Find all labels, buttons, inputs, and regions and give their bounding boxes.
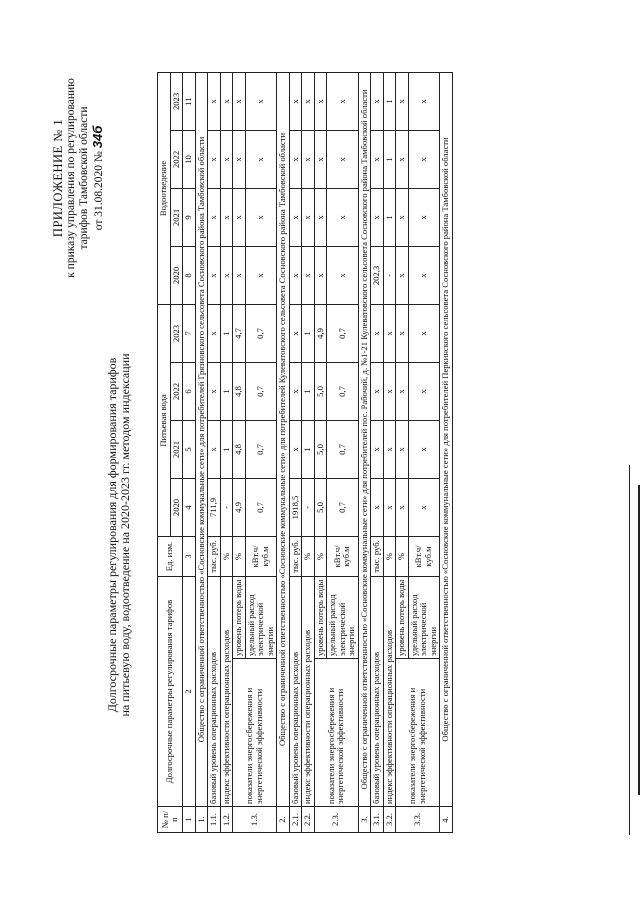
water-value: х: [371, 420, 384, 478]
water-value: 1: [220, 420, 233, 478]
row-subparam: удельный расход электрической энергии: [408, 576, 440, 658]
sewer-value: х: [371, 130, 384, 188]
header-colnum: 8: [183, 246, 196, 304]
row-num: 3.2.: [383, 807, 396, 833]
table-row: [289, 72, 302, 832]
row-num: 1.1.: [208, 807, 221, 833]
water-value: х: [408, 420, 440, 478]
water-value: х: [408, 304, 440, 362]
water-value: х: [383, 420, 396, 478]
document-title: [106, 275, 132, 795]
parameters-table: [157, 72, 453, 833]
table-row: [220, 72, 233, 832]
appendix-block: [52, 8, 106, 348]
water-value: х: [396, 304, 409, 362]
appendix-title: ПРИЛОЖЕНИЕ № 1: [51, 118, 65, 238]
sewer-value: х: [245, 188, 277, 246]
row-param: базовый уровень операционных расходов: [371, 576, 384, 806]
header-colnum: 5: [183, 420, 196, 478]
table-row: [233, 72, 246, 832]
sewer-value: 1: [383, 72, 396, 130]
water-value: 0,7: [245, 304, 277, 362]
sewer-value: х: [314, 188, 327, 246]
sewer-value: 1: [383, 130, 396, 188]
sewer-value: х: [327, 246, 359, 304]
water-value: х: [208, 420, 221, 478]
sewer-value: х: [208, 188, 221, 246]
header-colnum: 11: [183, 72, 196, 130]
header-year: 2023: [170, 304, 183, 362]
row-param: показатели энергосбережения и энергетической эффективности: [314, 659, 358, 807]
header-num: № п/п: [158, 807, 183, 833]
scan-edge-line-2: [629, 465, 630, 835]
water-value: х: [408, 478, 440, 536]
water-value: х: [383, 478, 396, 536]
water-value: 5,0: [314, 478, 327, 536]
row-subparam: удельный расход электрической энергии: [327, 576, 359, 658]
org-row: [195, 72, 208, 832]
sewer-value: х: [396, 246, 409, 304]
header-colnum: 1: [183, 807, 196, 833]
water-value: 4,9: [233, 478, 246, 536]
row-subparam: уровень потерь воды: [314, 576, 327, 658]
org-row: [440, 72, 453, 832]
org-title: Общество с ограниченной ответственностью «Сосновские коммунальные сети» для потребителей Кулеватовского сельсовета Сосновского района Тамбовской области: [277, 72, 290, 806]
header-unit: Ед. изм.: [158, 536, 183, 576]
handwritten-order-number: 34б: [90, 125, 105, 149]
sewer-value: х: [245, 130, 277, 188]
sewer-value: х: [314, 130, 327, 188]
row-param: базовый уровень операционных расходов: [208, 576, 221, 806]
org-num: 4.: [440, 807, 453, 833]
water-value: 1: [302, 304, 315, 362]
sewer-value: х: [327, 188, 359, 246]
sewer-value: х: [396, 130, 409, 188]
water-value: -: [220, 478, 233, 536]
row-param: индекс эффективности операционных расходов: [302, 576, 315, 806]
water-value: х: [208, 362, 221, 420]
header-year: 2020: [170, 246, 183, 304]
table-row: [371, 72, 384, 832]
water-value: 0,7: [327, 304, 359, 362]
water-value: 5,0: [314, 362, 327, 420]
row-unit: тыс. руб.: [289, 536, 302, 576]
sewer-value: х: [233, 246, 246, 304]
water-value: 4,9: [314, 304, 327, 362]
row-num: 2.2.: [302, 807, 315, 833]
row-unit: %: [302, 536, 315, 576]
water-value: 5,0: [314, 420, 327, 478]
row-num: 3.1.: [371, 807, 384, 833]
row-unit: %: [314, 536, 327, 576]
water-value: 0,7: [327, 362, 359, 420]
water-value: 1: [302, 362, 315, 420]
row-unit: %: [383, 536, 396, 576]
row-num: 3.3.: [396, 807, 440, 833]
header-year: 2023: [170, 72, 183, 130]
appendix-line-3: [91, 8, 106, 348]
header-colnum: 4: [183, 478, 196, 536]
sewer-value: х: [302, 72, 315, 130]
table-body: [158, 72, 453, 832]
sewer-value: х: [220, 72, 233, 130]
sewer-value: х: [289, 130, 302, 188]
sewer-value: х: [208, 72, 221, 130]
water-value: 0,7: [245, 362, 277, 420]
sewer-value: х: [371, 188, 384, 246]
water-value: 4,8: [233, 362, 246, 420]
sewer-value: х: [314, 72, 327, 130]
row-subparam: уровень потерь воды: [396, 576, 409, 658]
water-value: х: [208, 304, 221, 362]
sewer-value: х: [289, 246, 302, 304]
org-num: 3.: [358, 807, 371, 833]
sewer-value: х: [314, 246, 327, 304]
water-value: 0,7: [245, 478, 277, 536]
water-value: х: [371, 362, 384, 420]
water-value: 0,7: [327, 420, 359, 478]
org-title: Общество с ограниченной ответственностью «Сосновские коммунальные сети» для потребителей Перкинского сельсовета Сосновского района Тамбовской области: [440, 72, 453, 806]
row-unit: тыс. руб.: [208, 536, 221, 576]
row-param: индекс эффективности операционных расходов: [220, 576, 233, 806]
sewer-value: х: [327, 72, 359, 130]
row-param: индекс эффективности операционных расходов: [383, 576, 396, 806]
row-num: 2.3.: [314, 807, 358, 833]
row-unit: кВт.ч/куб.м: [408, 536, 440, 576]
row-param: базовый уровень операционных расходов: [289, 576, 302, 806]
water-value: 4,7: [233, 304, 246, 362]
header-colnum: 3: [183, 536, 196, 576]
row-unit: %: [220, 536, 233, 576]
sewer-value: -: [383, 246, 396, 304]
water-value: 0,7: [245, 420, 277, 478]
sewer-value: х: [208, 246, 221, 304]
water-value: х: [408, 362, 440, 420]
water-value: х: [289, 304, 302, 362]
header-row-1: [158, 72, 171, 832]
sewer-value: х: [408, 72, 440, 130]
org-num: 2.: [277, 807, 290, 833]
water-value: х: [396, 362, 409, 420]
water-value: х: [383, 362, 396, 420]
water-value: х: [396, 420, 409, 478]
header-colnum: 6: [183, 362, 196, 420]
header-sewer: Водоотведение: [158, 72, 171, 304]
sewer-value: х: [220, 246, 233, 304]
header-colnum: 10: [183, 130, 196, 188]
water-value: х: [371, 304, 384, 362]
sewer-value: х: [245, 246, 277, 304]
row-unit: кВт.ч/куб.м: [245, 536, 277, 576]
water-value: 1918,5: [289, 478, 302, 536]
sewer-value: х: [396, 188, 409, 246]
sewer-value: х: [289, 72, 302, 130]
water-value: х: [289, 420, 302, 478]
water-value: 4,8: [233, 420, 246, 478]
document-title-line-1: Долгосрочные параметры регулирования для формирования тарифов: [105, 357, 119, 713]
table-row: [396, 72, 409, 832]
sewer-value: х: [220, 188, 233, 246]
sewer-value: х: [302, 130, 315, 188]
header-year: 2021: [170, 188, 183, 246]
sewer-value: х: [233, 130, 246, 188]
header-year: 2021: [170, 420, 183, 478]
water-value: х: [289, 362, 302, 420]
sewer-value: х: [371, 72, 384, 130]
header-year: 2022: [170, 130, 183, 188]
org-row: [277, 72, 290, 832]
document-title-line-2: на питьевую воду, водоотведение на 2020-2023 гг. методом индексации: [118, 353, 132, 717]
row-param: показатели энергосбережения и энергетической эффективности: [396, 659, 440, 807]
sewer-value: х: [302, 188, 315, 246]
water-value: 0,7: [327, 478, 359, 536]
row-subparam: удельный расход электрической энергии: [245, 576, 277, 658]
header-colnums-row: [183, 72, 196, 832]
sewer-value: х: [245, 72, 277, 130]
sewer-value: 202,3: [371, 246, 384, 304]
table-row: [314, 72, 327, 832]
sewer-value: х: [327, 130, 359, 188]
header-colnum: 7: [183, 304, 196, 362]
header-colnum: 9: [183, 188, 196, 246]
row-unit: тыс. руб.: [371, 536, 384, 576]
water-value: 1: [302, 420, 315, 478]
table-row: [383, 72, 396, 832]
sewer-value: х: [408, 130, 440, 188]
row-subparam: уровень потерь воды: [233, 576, 246, 658]
org-title: Общество с ограниченной ответственностью «Сосновские коммунальные сети» для потребителей пос. Рабочий, д. №1-21 Кулеватовского сельсовета Сосновского района Тамбовской области: [358, 72, 371, 806]
water-value: х: [396, 478, 409, 536]
sewer-value: х: [289, 188, 302, 246]
org-row: [358, 72, 371, 832]
sewer-value: х: [233, 72, 246, 130]
header-year: 2020: [170, 478, 183, 536]
row-unit: %: [396, 536, 409, 576]
sewer-value: х: [408, 246, 440, 304]
sewer-value: х: [220, 130, 233, 188]
header-param: Долгосрочные параметры регулирования тарифов: [158, 576, 183, 806]
table-row: [302, 72, 315, 832]
row-unit: %: [233, 536, 246, 576]
table-row: [208, 72, 221, 832]
row-num: 1.3.: [233, 807, 277, 833]
water-value: х: [371, 478, 384, 536]
sewer-value: х: [408, 188, 440, 246]
appendix-date: от 31.08.2020 №: [93, 151, 105, 231]
row-unit: кВт.ч/куб.м: [327, 536, 359, 576]
water-value: 1: [220, 304, 233, 362]
appendix-line-1: к приказу управления по регулированию: [65, 78, 77, 278]
sewer-value: х: [233, 188, 246, 246]
water-value: -: [302, 478, 315, 536]
row-num: 1.2.: [220, 807, 233, 833]
org-title: Общество с ограниченной ответственностью «Сосновские коммунальные сети» для потребителей Грязновского сельсовета Сосновского района Тамбовской области: [195, 72, 208, 806]
water-value: 1: [220, 362, 233, 420]
header-colnum: 2: [183, 576, 196, 806]
row-num: 2.1.: [289, 807, 302, 833]
row-param: показатели энергосбережения и энергетической эффективности: [233, 659, 277, 807]
sewer-value: х: [396, 72, 409, 130]
sewer-value: х: [302, 246, 315, 304]
org-num: 1.: [195, 807, 208, 833]
sewer-value: х: [208, 130, 221, 188]
header-year: 2022: [170, 362, 183, 420]
water-value: х: [383, 304, 396, 362]
water-value: 711,9: [208, 478, 221, 536]
header-water: Питьевая вода: [158, 304, 171, 536]
appendix-line-2: тарифов Тамбовской области: [78, 106, 90, 250]
sewer-value: 1: [383, 188, 396, 246]
